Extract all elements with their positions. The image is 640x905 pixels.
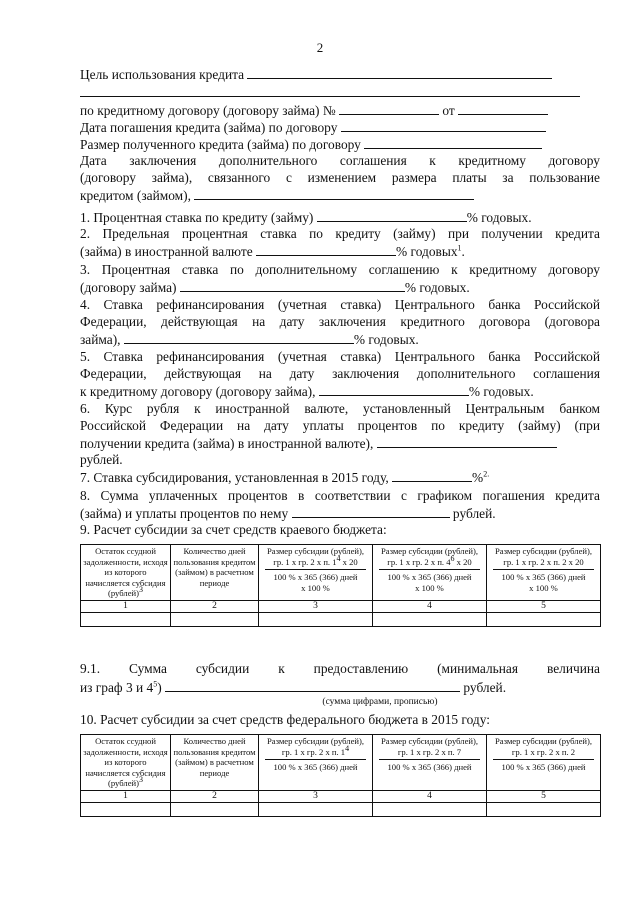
fraction-bar <box>265 759 366 760</box>
col-loan-balance-header: Остаток ссудной задолженности, исходя из которого начисляется субсидия (рублей)$^3$ <box>81 735 171 791</box>
addendum-label: кредитом (займом), <box>80 188 191 203</box>
item91-line-2: из граф 3 и $4^5$) рублей. <box>80 679 507 695</box>
col-days-header: Количество дней пользования кредитом (займом) в расчетном периоде <box>171 735 259 791</box>
table-input-row <box>81 612 601 626</box>
item8-line-2 <box>80 505 600 522</box>
table-header-row <box>81 735 601 791</box>
col-number: 1 <box>81 790 171 802</box>
purpose-field-2[interactable] <box>80 84 580 97</box>
regional-subsidy-table <box>80 544 601 627</box>
col-subsidy-c-header: Размер субсидии (рублей), гр. 1 x гр. 2 x п. 2 100 % x 365 (366) дней <box>487 735 601 791</box>
item7-label: 7. Ставка субсидирования, установленная в 2015 году, <box>80 470 389 485</box>
item6-line-3 <box>80 435 600 452</box>
contract-label: по кредитному договору (договору займа) № <box>80 103 336 118</box>
fraction-bar <box>379 569 480 570</box>
fraction-bar <box>493 759 594 760</box>
table-cell-input[interactable] <box>373 802 487 816</box>
table-cell-input[interactable] <box>171 612 259 626</box>
item7-footnote: 2. <box>483 469 490 479</box>
item3-suffix: % годовых. <box>404 280 470 295</box>
col-loan-balance-header: Остаток ссудной задолженности, исходя из которого начисляется субсидия (рублей)$^3$ <box>81 545 171 601</box>
purpose-continuation <box>80 84 600 101</box>
item8-suffix: рублей. <box>452 506 496 521</box>
addendum-line-1: Дата заключения дополнительного соглашения к кредитному договору <box>80 153 600 168</box>
table-cell-input[interactable] <box>81 802 171 816</box>
item5-suffix: % годовых. <box>468 384 534 399</box>
item9-heading: 9. Расчет субсидии за счет средств краевого бюджета: <box>80 522 387 537</box>
addendum-date-field[interactable] <box>194 187 474 200</box>
fraction-bar <box>379 759 480 760</box>
item3-label: (договору займа) <box>80 280 177 295</box>
purpose-field[interactable] <box>247 66 552 79</box>
item2-field[interactable] <box>256 243 396 256</box>
item4-field[interactable] <box>124 331 354 344</box>
item91-footnote: 5 <box>153 679 158 689</box>
item1-line <box>80 209 600 226</box>
col-number: 2 <box>171 600 259 612</box>
item5-line-2: Федерации, действующая на дату заключения дополнительного соглашения <box>80 366 600 381</box>
item4-line-2: Федерации, действующая на дату заключения кредитного договора (договора <box>80 314 600 329</box>
col-subsidy-c-header: Размер субсидии (рублей), гр. 1 x гр. 2 x п. 2 x 20 100 % x 365 (366) дней x 100 % <box>487 545 601 601</box>
contract-from-label: от <box>442 103 455 118</box>
item5-line-3 <box>80 383 600 400</box>
col-subsidy-b-header: Размер субсидии (рублей), гр. 1 x гр. 2 x п. 7 100 % x 365 (366) дней <box>373 735 487 791</box>
amount-field[interactable] <box>364 136 542 149</box>
item2-footnote: 1 <box>457 243 462 253</box>
item1-field[interactable] <box>317 209 467 222</box>
col-number: 4 <box>373 790 487 802</box>
item91-field[interactable] <box>165 679 460 692</box>
col-number: 2 <box>171 790 259 802</box>
item4-line-1: 4. Ставка рефинансирования (учетная ставка) Центрального банка Российской <box>80 297 600 312</box>
table-cell-input[interactable] <box>487 802 601 816</box>
item4-suffix: % годовых. <box>353 332 419 347</box>
col-subsidy-a-header: Размер субсидии (рублей), гр. 1 x гр. 2 x п. $1^4$ 100 % x 365 (366) дней <box>259 735 373 791</box>
item2-label: (займа) в иностранной валюте <box>80 244 253 259</box>
amount-line <box>80 136 600 153</box>
table-cell-input[interactable] <box>373 612 487 626</box>
item3-field[interactable] <box>180 279 405 292</box>
amount-caption: (сумма цифрами, прописью) <box>322 697 438 707</box>
item8-label: (займа) и уплаты процентов по нему <box>80 506 289 521</box>
item7-field[interactable] <box>392 469 472 482</box>
item6-label: получении кредита (займа) в иностранной валюте), <box>80 436 374 451</box>
item1-label: 1. Процентная ставка по кредиту (займу) <box>80 210 314 225</box>
item4-line-3 <box>80 331 600 348</box>
table-input-row <box>81 802 601 816</box>
table-header-row <box>81 545 601 601</box>
repay-date-field[interactable] <box>341 119 546 132</box>
item2-suffix: % годовых <box>396 244 458 259</box>
col-number: 3 <box>259 790 373 802</box>
item8-field[interactable] <box>292 505 450 518</box>
item6-line-4: рублей. <box>80 452 123 467</box>
table-number-row <box>81 600 601 612</box>
item8-line-1: 8. Сумма уплаченных процентов в соответствии с графиком погашения кредита <box>80 488 600 503</box>
item7-suffix: % <box>472 470 484 485</box>
item1-suffix: % годовых. <box>466 210 532 225</box>
col-subsidy-a-header: Размер субсидии (рублей), гр. 1 x гр. 2 x п. $1^4$ x 20 100 % x 365 (366) дней x 100 % <box>259 545 373 601</box>
item5-line-1: 5. Ставка рефинансирования (учетная ставка) Центрального банка Российской <box>80 349 600 364</box>
page-number: 2 <box>316 40 324 55</box>
repay-date-label: Дата погашения кредита (займа) по договору <box>80 120 338 135</box>
item10-heading: 10. Расчет субсидии за счет средств федерального бюджета в 2015 году: <box>80 712 490 727</box>
item91-label: из граф 3 и 4 <box>80 680 154 695</box>
item5-field[interactable] <box>319 383 469 396</box>
repay-date-line <box>80 119 600 136</box>
table-cell-input[interactable] <box>259 612 373 626</box>
fraction-bar <box>265 569 366 570</box>
col-number: 3 <box>259 600 373 612</box>
item2-line-1: 2. Предельная процентная ставка по кредиту (займу) при получении кредита <box>80 226 600 241</box>
amount-label: Размер полученного кредита (займа) по договору <box>80 137 361 152</box>
table-cell-input[interactable] <box>81 612 171 626</box>
item3-line-1: 3. Процентная ставка по дополнительному соглашению к кредитному договору <box>80 262 600 277</box>
col-number: 5 <box>487 600 601 612</box>
item6-field[interactable] <box>377 435 557 448</box>
item4-label: займа), <box>80 332 121 347</box>
item6-line-2: Российской Федерации на дату уплаты процентов по кредиту (займу) (при <box>80 418 600 433</box>
col-subsidy-b-header: Размер субсидии (рублей), гр. 1 x гр. 2 x п. $4^6$ x 20 100 % x 365 (366) дней x 100 % <box>373 545 487 601</box>
col-number: 4 <box>373 600 487 612</box>
item91-suffix: рублей. <box>463 680 507 695</box>
contract-line <box>80 102 600 119</box>
item6-line-1: 6. Курс рубля к иностранной валюте, установленный Центральным банком <box>80 401 600 416</box>
addendum-line-2: (договору займа), связанного с изменением размера платы за пользование <box>80 170 600 185</box>
item5-label: к кредитному договору (договору займа), <box>80 384 316 399</box>
contract-number-field[interactable] <box>339 102 439 115</box>
contract-date-field[interactable] <box>458 102 548 115</box>
table-cell-input[interactable] <box>171 802 259 816</box>
col-number: 5 <box>487 790 601 802</box>
fraction-bar <box>493 569 594 570</box>
addendum-line-3 <box>80 187 600 204</box>
col-days-header: Количество дней пользования кредитом (займом) в расчетном периоде <box>171 545 259 601</box>
table-number-row <box>81 790 601 802</box>
item3-line-2 <box>80 279 600 296</box>
item91-line-1: 9.1. Сумма субсидии к предоставлению (минимальная величина <box>80 661 600 676</box>
table-cell-input[interactable] <box>259 802 373 816</box>
purpose-line <box>80 66 600 83</box>
purpose-label: Цель использования кредита <box>80 67 245 82</box>
item2-line-2: (займа) в иностранной валюте % годовых$^1$. <box>80 243 465 259</box>
federal-subsidy-table <box>80 734 601 817</box>
col-number: 1 <box>81 600 171 612</box>
table-cell-input[interactable] <box>487 612 601 626</box>
item7-line <box>80 469 600 486</box>
